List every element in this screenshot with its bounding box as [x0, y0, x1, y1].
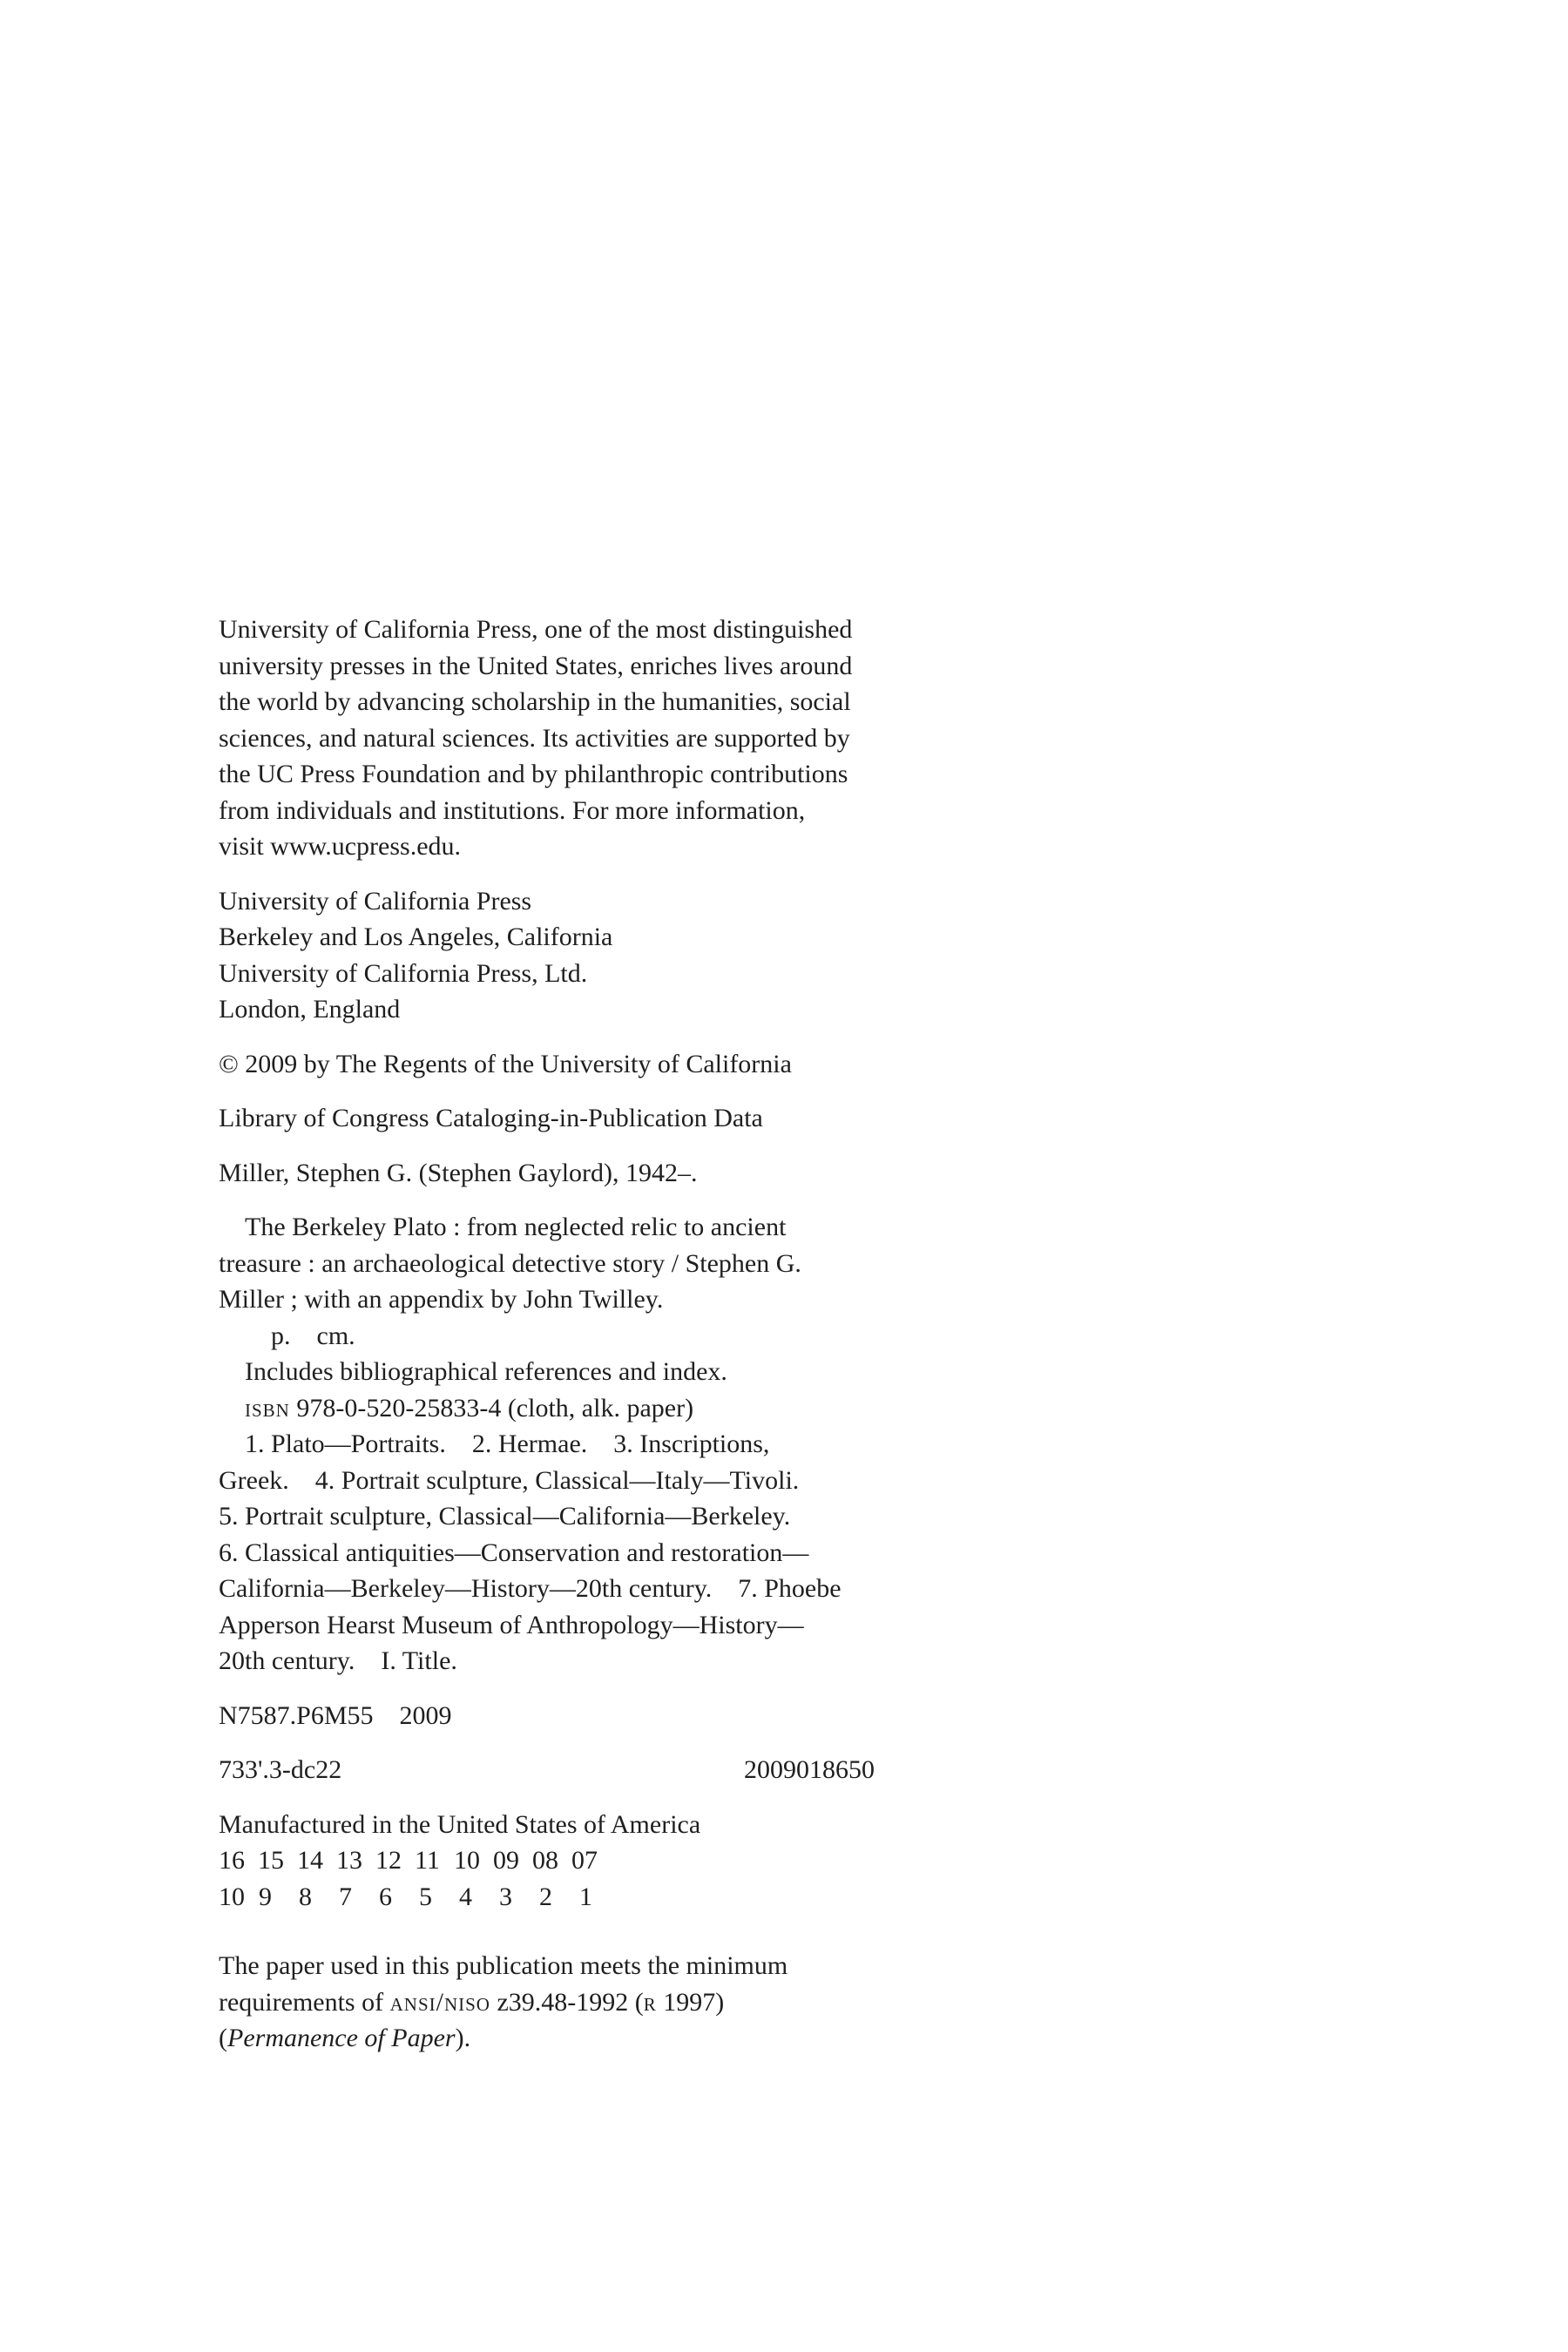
about-line: University of California Press, one of the most distinguished	[219, 615, 853, 644]
paper-notice	[219, 1948, 881, 2057]
title-line: Miller ; with an appendix by John Twilley.	[219, 1285, 664, 1314]
manufactured-line: Manufactured in the United States of America	[219, 1809, 701, 1839]
printing-impression: 2	[539, 1882, 552, 1911]
printing-year: 10	[454, 1846, 480, 1875]
about-line: the UC Press Foundation and by philanthropic contributions	[219, 760, 848, 788]
about-line: visit www.ucpress.edu.	[219, 832, 462, 861]
cip-heading	[219, 1100, 881, 1137]
reaffirmed-mark: r	[643, 1987, 657, 2017]
bibliography-note: Includes bibliographical references and index.	[245, 1357, 727, 1386]
publisher-addresses	[219, 883, 881, 1028]
author-entry-line: Miller, Stephen G. (Stephen Gaylord), 1942–.	[219, 1158, 698, 1187]
printing-year: 13	[336, 1846, 362, 1875]
paren-open: (	[219, 2024, 227, 2052]
printing-years-row	[219, 1842, 881, 1879]
classification	[219, 1752, 881, 1788]
standard-name: ansi/niso	[389, 1987, 490, 2017]
subject-line: 20th century. I. Title.	[219, 1646, 457, 1675]
isbn-line	[219, 1390, 881, 1427]
printing-impression: 5	[419, 1882, 432, 1911]
paren-close: ).	[455, 2024, 471, 2052]
publisher-line: University of California Press, Ltd.	[219, 958, 588, 988]
dewey-number: 733'.3-dc22	[219, 1755, 342, 1784]
standard-title: Permanence of Paper	[227, 2024, 456, 2052]
call-number	[219, 1698, 881, 1734]
copyright-notice	[219, 1046, 881, 1083]
subject-line: Apperson Hearst Museum of Anthropology—History—	[219, 1610, 804, 1639]
printing-impression: 8	[299, 1882, 312, 1911]
publisher-line: Berkeley and Los Angeles, California	[219, 923, 613, 951]
printing-impression: 3	[499, 1882, 512, 1911]
publisher-line: University of California Press	[219, 886, 532, 916]
paper-notice-line	[219, 1984, 881, 2021]
title-line: The Berkeley Plato : from neglected relic to ancient	[245, 1213, 787, 1241]
paper-notice-prefix: requirements of	[219, 1987, 390, 2017]
reaffirmed-year: 1997)	[656, 1987, 725, 2017]
copyright-line: © 2009 by The Regents of the University of California	[219, 1049, 792, 1078]
printing-impression: 9	[259, 1882, 272, 1911]
printing-impressions-row	[219, 1879, 881, 1916]
about-line: university presses in the United States, enriches lives around	[219, 651, 853, 680]
isbn-value: 978-0-520-25833-4 (cloth, alk. paper)	[296, 1393, 694, 1423]
catalog-record	[219, 1209, 881, 1680]
printing-year: 09	[493, 1846, 519, 1875]
title-line: treasure : an archaeological detective story / Stephen G.	[219, 1248, 801, 1278]
about-line: from individuals and institutions. For more information,	[219, 795, 806, 825]
printing-impression: 6	[379, 1882, 392, 1911]
subject-line: Greek. 4. Portrait sculpture, Classical—Italy—Tivoli.	[219, 1465, 800, 1495]
subject-line: California—Berkeley—History—20th century. 7. Phoebe	[219, 1574, 841, 1603]
copyright-page-text	[219, 612, 881, 2075]
manufacturing-info	[219, 1807, 881, 1916]
printing-year: 08	[532, 1846, 558, 1875]
printing-impression: 10	[219, 1882, 245, 1911]
about-line: sciences, and natural sciences. Its activities are supported by	[219, 723, 850, 753]
printing-impression: 1	[579, 1882, 592, 1911]
printing-year: 11	[415, 1846, 440, 1875]
printing-impression: 7	[339, 1882, 352, 1911]
paper-notice-line	[219, 2020, 881, 2057]
printing-year: 12	[375, 1846, 402, 1875]
printing-year: 14	[297, 1846, 323, 1875]
isbn-label: isbn	[245, 1393, 290, 1423]
about-line: the world by advancing scholarship in the humanities, social	[219, 687, 851, 716]
author-entry	[219, 1155, 881, 1192]
publisher-line: London, England	[219, 995, 401, 1024]
subject-line: 6. Classical antiquities—Conservation and restoration—	[219, 1538, 809, 1567]
publisher-description	[219, 612, 881, 865]
lccn-number: 2009018650	[744, 1755, 875, 1784]
paper-notice-line: The paper used in this publication meets the minimum	[219, 1951, 788, 1980]
subject-line: 1. Plato—Portraits. 2. Hermae. 3. Inscriptions,	[245, 1429, 770, 1458]
call-number-line: N7587.P6M55 2009	[219, 1700, 452, 1730]
printing-year: 16	[219, 1846, 245, 1875]
printing-year: 15	[258, 1846, 284, 1875]
cip-heading-line: Library of Congress Cataloging-in-Publication Data	[219, 1104, 763, 1132]
subject-line: 5. Portrait sculpture, Classical—California—Berkeley.	[219, 1502, 791, 1531]
printing-year: 07	[571, 1846, 598, 1875]
collation-line: p. cm.	[271, 1321, 355, 1350]
printing-impression: 4	[459, 1882, 472, 1911]
standard-number: z39.48-1992 (	[490, 1987, 644, 2017]
